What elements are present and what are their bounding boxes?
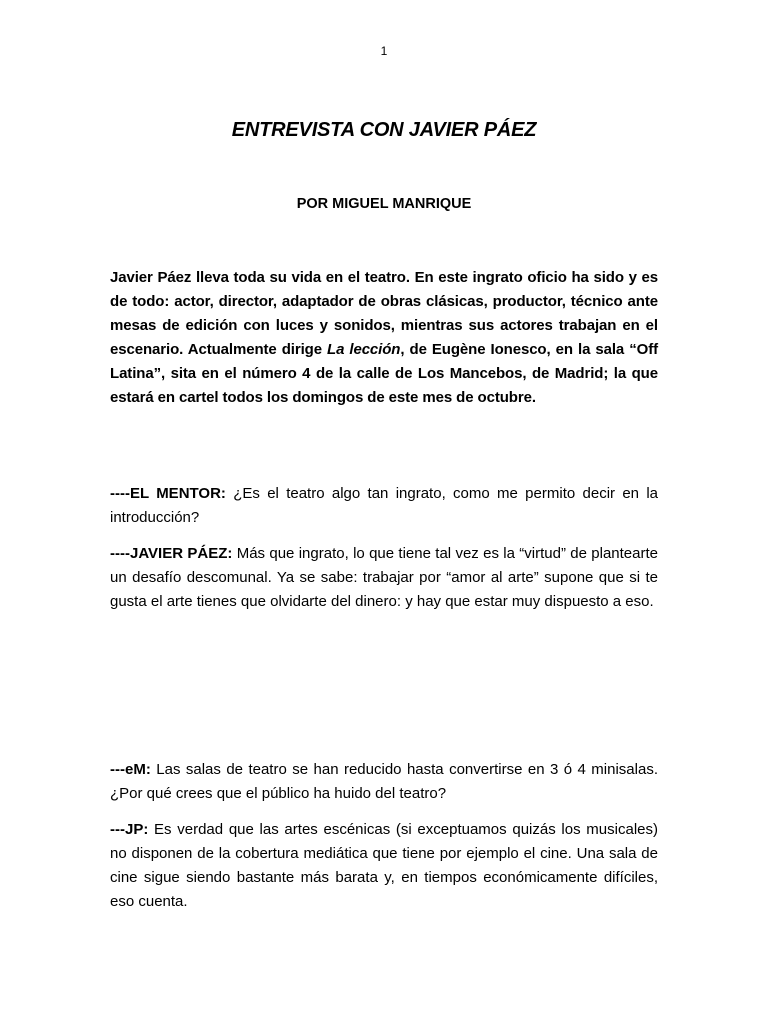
article-byline: POR MIGUEL MANRIQUE	[296, 196, 472, 212]
interview-answer-1	[110, 542, 658, 614]
intro-text-part1: Javier Páez lleva toda su vida en el teatro. En este ingrato oficio ha sido y es de todo: actor, director, adaptador de obras clásicas, productor, técnico ante mesas de edición con luces y sonidos, mientras sus actores trabajan en el escenario. Actualmente dirige	[110, 269, 658, 358]
question-text: ¿Es el teatro algo tan ingrato, como me permito decir en la introducción?	[110, 485, 659, 526]
speaker-label: ----JAVIER PÁEZ:	[110, 545, 233, 562]
answer-text: Más que ingrato, lo que tiene tal vez es la “virtud” de plantearte un desafío descomunal. Ya se sabe: trabajar por “amor al arte” supone que si te gusta el arte tienes que olvidarte del dinero: y hay que estar muy dispuesto a eso.	[110, 545, 658, 610]
speaker-label: ----EL MENTOR:	[110, 485, 226, 502]
interview-question-1	[110, 482, 658, 530]
question-text: Las salas de teatro se han reducido hasta convertirse en 3 ó 4 minisalas. ¿Por qué crees que el público ha huido del teatro?	[110, 761, 658, 802]
answer-text: Es verdad que las artes escénicas (si exceptuamos quizás los musicales) no disponen de la cobertura mediática que tiene por ejemplo el cine. Una sala de cine sigue siendo bastante más barata y, en tiempos económicamente difíciles, eso cuenta.	[110, 821, 658, 910]
play-title: La lección	[327, 341, 401, 358]
page-number: 1	[380, 44, 388, 58]
interview-answer-2	[110, 818, 658, 914]
intro-text-part2: , de Eugène Ionesco, en la sala “Off Latina”, sita en el número 4 de la calle de Los Mancebos, de Madrid; la que estará en cartel todos los domingos de este mes de octubre.	[110, 341, 658, 406]
interview-question-2	[110, 758, 658, 806]
intro-paragraph	[110, 266, 658, 410]
article-title: ENTREVISTA CON JAVIER PÁEZ	[231, 119, 537, 141]
speaker-label: ---eM:	[110, 761, 151, 778]
speaker-label: ---JP:	[110, 821, 149, 838]
